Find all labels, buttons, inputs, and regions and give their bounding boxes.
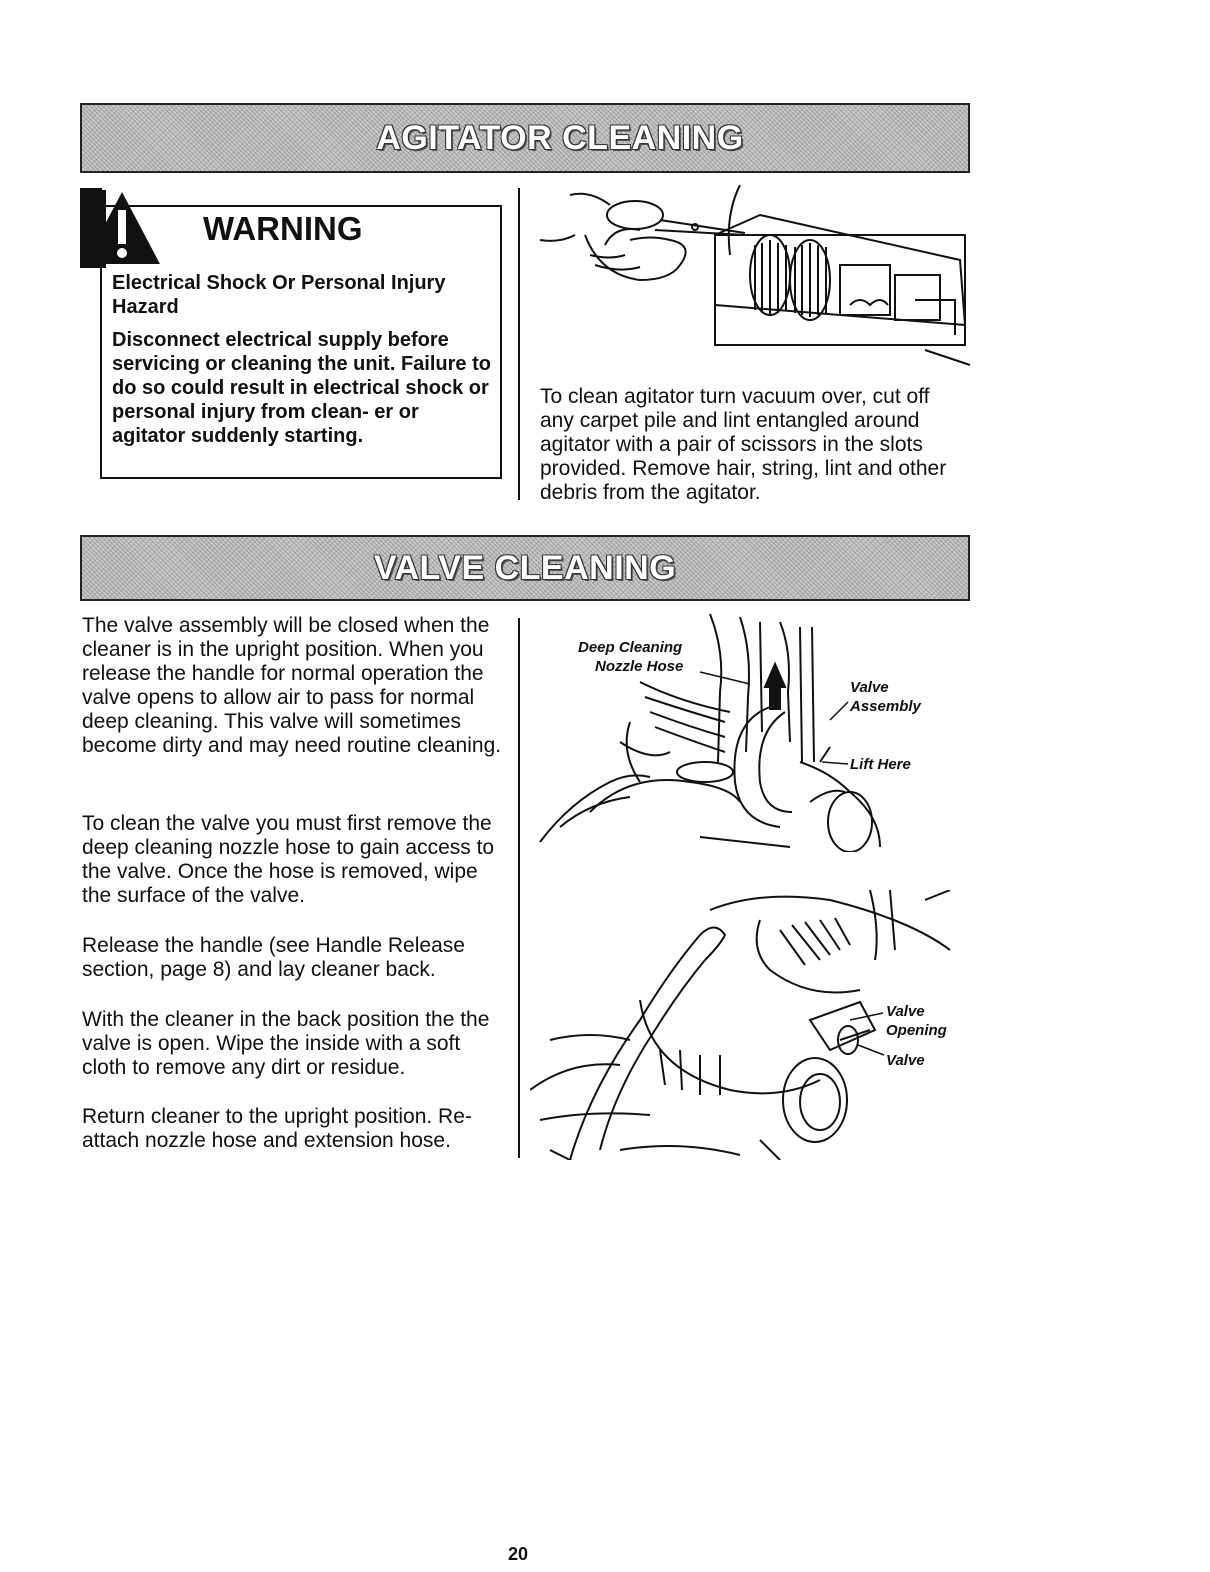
- warning-title: WARNING: [203, 210, 363, 247]
- label-valve-opening-1: Valve: [886, 1003, 925, 1020]
- valve-paragraph-3: Release the handle (see Handle Release section, page 8) and lay cleaner back.: [82, 934, 465, 981]
- label-deep-cleaning: Deep Cleaning: [578, 639, 683, 656]
- agitator-scissors-illustration: [530, 185, 975, 375]
- valve-paragraph-2: To clean the valve you must first remove the deep cleaning nozzle hose to gain access to the valve. Once the hose is removed, wipe the surface of the valve.: [82, 812, 495, 907]
- valve-paragraph-4: With the cleaner in the back position the the valve is open. Wipe the inside with a soft cloth to remove any dirt or residue.: [82, 1008, 490, 1079]
- section-title: VALVE CLEANING: [373, 548, 677, 587]
- agitator-instructions: To clean agitator turn vacuum over, cut off any carpet pile and lint entangled around agitator with a pair of scissors in the slots provided. Remove hair, string, lint and other debris from the agitator.: [540, 385, 947, 504]
- label-valve-assembly-2: Assembly: [850, 698, 921, 715]
- valve-paragraph-5: Return cleaner to the upright position. Re-attach nozzle hose and extension hose.: [82, 1105, 472, 1152]
- warning-triangle-icon: [84, 190, 204, 268]
- section-title: AGITATOR CLEANING: [376, 118, 744, 157]
- warning-subtitle: Electrical Shock Or Personal Injury Hazard: [112, 272, 446, 318]
- label-valve-assembly-1: Valve: [850, 679, 889, 696]
- column-divider: [518, 618, 520, 1158]
- column-divider: [518, 188, 520, 500]
- valve-paragraph-1: The valve assembly will be closed when the cleaner is in the upright position. When you release the handle for normal operation the valve opens to allow air to pass for normal deep cleaning. This valve will sometimes become dirty and may need routine cleaning.: [82, 614, 502, 757]
- label-valve-opening-2: Opening: [886, 1022, 947, 1039]
- page-number: 20: [508, 1544, 529, 1564]
- label-nozzle-hose: Nozzle Hose: [595, 658, 684, 675]
- label-valve: Valve: [886, 1052, 925, 1069]
- label-lift-here: Lift Here: [850, 756, 911, 773]
- section-banner-agitator-cleaning: [80, 103, 970, 173]
- warning-body: Disconnect electrical supply before servicing or cleaning the unit. Failure to do so could result in electrical shock or personal injury from clean- er or agitator suddenly starting.: [112, 329, 491, 447]
- section-banner-valve-cleaning: [80, 535, 970, 601]
